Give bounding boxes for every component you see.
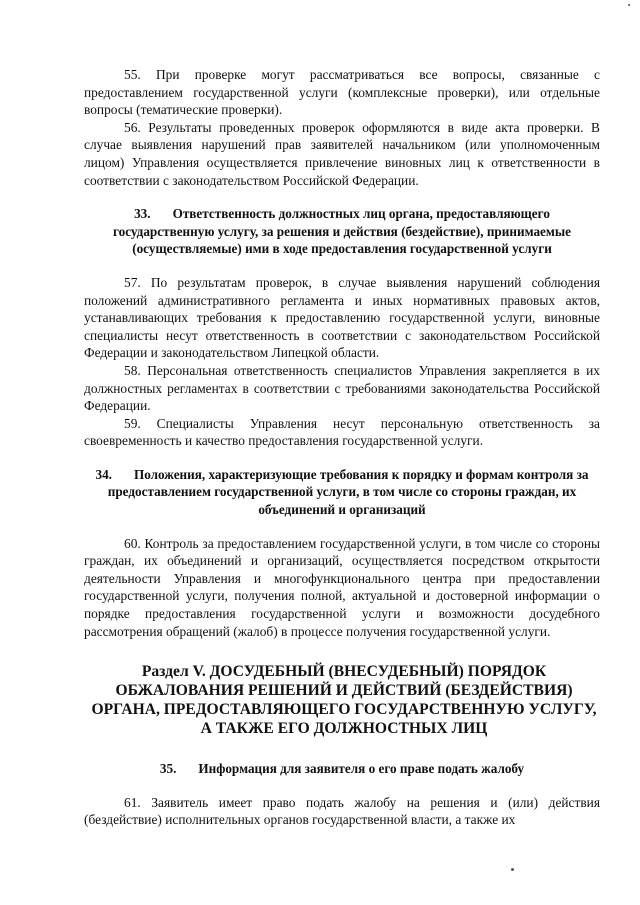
- scan-mark: [628, 4, 630, 6]
- paragraph-55: 55. При проверке могут рассматриваться все вопросы, связанные с предоставлением государственной услуги (комплексные проверки), или отдельные вопросы (тематические проверки).: [84, 67, 600, 118]
- paragraph-56: 56. Результаты проведенных проверок оформляются в виде акта проверки. В случае выявления нарушений прав заявителей начальником (или уполномоченным лицом) Управления осуществляется привлечение виновных лиц к ответственности в соответствии с законодательством Российской Федерации.: [84, 119, 600, 188]
- heading-34-number: 34.: [95, 466, 112, 482]
- heading-34-text: Положения, характеризующие требования к порядку и формам контроля за предоставлением государственной услуги, в том числе со стороны граждан, их объединений и организаций: [107, 466, 589, 518]
- section-5-title: Раздел V. ДОСУДЕБНЫЙ (ВНЕСУДЕБНЫЙ) ПОРЯДОК ОБЖАЛОВАНИЯ РЕШЕНИЙ И ДЕЙСТВИЙ (БЕЗДЕЙСТВИЯ) ОРГАНА, ПРЕДОСТАВЛЯЮЩЕГО ГОСУДАРСТВЕННУЮ УСЛУГУ, А ТАКЖЕ ЕГО ДОЛЖНОСТНЫХ ЛИЦ: [91, 663, 597, 738]
- paragraph-61: 61. Заявитель имеет право подать жалобу на решения и (или) действия (бездействие) исполнительных органов государственной власти, а также их: [84, 794, 600, 828]
- heading-35-text: Информация для заявителя о его праве подать жалобу: [198, 761, 525, 777]
- paragraph-57: 57. По результатам проверок, в случае выявления нарушений соблюдения положений административного регламента и иных нормативных правовых актов, устанавливающих требования к предоставлению государственной услуги, виновные специалисты несут ответственность в соответствии с законодательством Российской Федерации и законодательством Липецкой области.: [84, 274, 600, 361]
- paragraph-58: 58. Персональная ответственность специалистов Управления закрепляется в их должностных регламентах в соответствии с требованиями законодательства Российской Федерации.: [84, 362, 600, 414]
- paragraph-59: 59. Специалисты Управления несут персональную ответственность за своевременность и качество предоставления государственной услуги.: [84, 415, 600, 449]
- paragraph-60: 60. Контроль за предоставлением государственной услуги, в том числе со стороны граждан, их объединений и организаций, осуществляется посредством открытости деятельности Управления и многофункционального центра при предоставлении государственной услуги, получения полной, актуальной и достоверной информации о порядке предоставления государственной услуги и возможности досудебного рассмотрения обращений (жалоб) в процессе получения государственной услуги.: [84, 535, 600, 639]
- heading-34: [84, 466, 600, 519]
- heading-33-number: 33.: [134, 206, 151, 222]
- heading-33: [84, 205, 600, 258]
- scan-dot: [511, 868, 514, 871]
- heading-35-number: 35.: [159, 761, 177, 777]
- document-body: [84, 66, 600, 829]
- heading-33-text: Ответственность должностных лиц органа, предоставляющего государственную услугу, за решения и действия (бездействие), принимаемые (осуществляемые) ими в ходе предоставления государственной услуги: [112, 206, 572, 257]
- heading-35: [84, 760, 600, 778]
